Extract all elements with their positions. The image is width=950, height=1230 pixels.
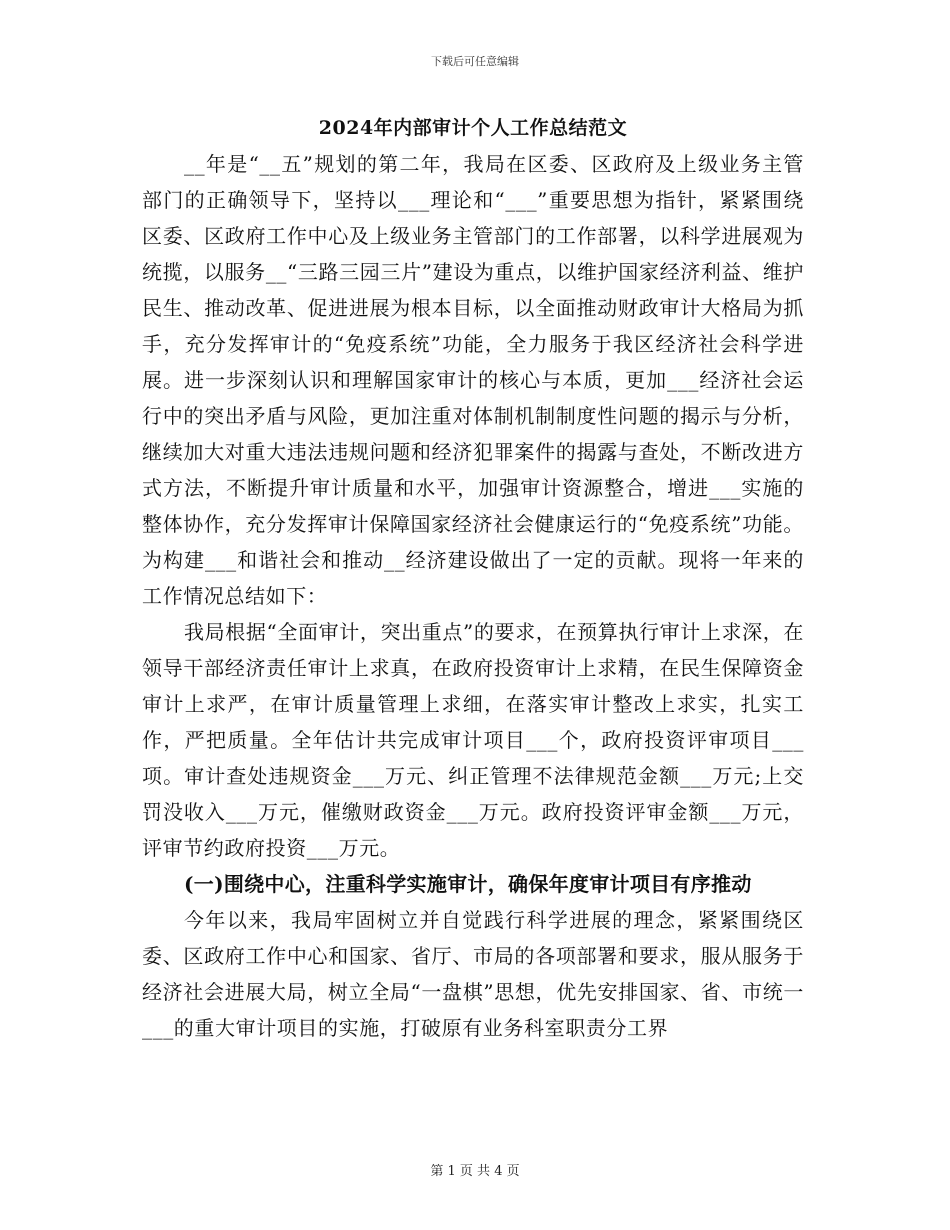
- document-body: [142, 110, 804, 1046]
- paragraph-section-1: 今年以来，我局牢固树立并自觉践行科学进展的理念，紧紧围绕区委、区政府工作中心和国家、省厅、市局的各项部署和要求，服从服务于经济社会进展大局，树立全局“一盘棋”思想，优先安排国家、省、市统一___的重大审计项目的实施，打破原有业务科室职责分工界: [142, 908, 804, 1040]
- page-number-footer: 第 1 页 共 4 页: [430, 1164, 520, 1179]
- page-header-note: 下载后可任意编辑: [431, 55, 519, 68]
- section-heading-1: (一)围绕中心，注重科学实施审计，确保年度审计项目有序推动: [184, 872, 752, 896]
- paragraph-summary: 我局根据“全面审计，突出重点”的要求，在预算执行审计上求深，在领导干部经济责任审计上求真，在政府投资审计上求精，在民生保障资金审计上求严，在审计质量管理上求细，在落实审计整改上求实，扎实工作，严把质量。全年估计共完成审计项目___个，政府投资评审项目___项。审计查处违规资金___万元、纠正管理不法律规范金额___万元;上交罚没收入___万元，催缴财政资金___万元。政府投资评审金额___万元，评审节约政府投资___万元。: [142, 620, 804, 860]
- paragraph-intro: __年是“__五”规划的第二年，我局在区委、区政府及上级业务主管部门的正确领导下，坚持以___理论和“___”重要思想为指针，紧紧围绕区委、区政府工作中心及上级业务主管部门的工作部署，以科学进展观为统揽，以服务__“三路三园三片”建设为重点，以维护国家经济利益、维护民生、推动改革、促进进展为根本目标，以全面推动财政审计大格局为抓手，充分发挥审计的“免疫系统”功能，全力服务于我区经济社会科学进展。进一步深刻认识和理解国家审计的核心与本质，更加___经济社会运行中的突出矛盾与风险，更加注重对体制机制制度性问题的揭示与分析，继续加大对重大违法违规问题和经济犯罪案件的揭露与查处，不断改进方式方法，不断提升审计质量和水平，加强审计资源整合，增进___实施的整体协作，充分发挥审计保障国家经济社会健康运行的“免疫系统”功能。为构建___和谐社会和推动__经济建设做出了一定的贡献。现将一年来的工作情况总结如下：: [142, 152, 804, 608]
- document-title: 2024年内部审计个人工作总结范文: [318, 117, 628, 139]
